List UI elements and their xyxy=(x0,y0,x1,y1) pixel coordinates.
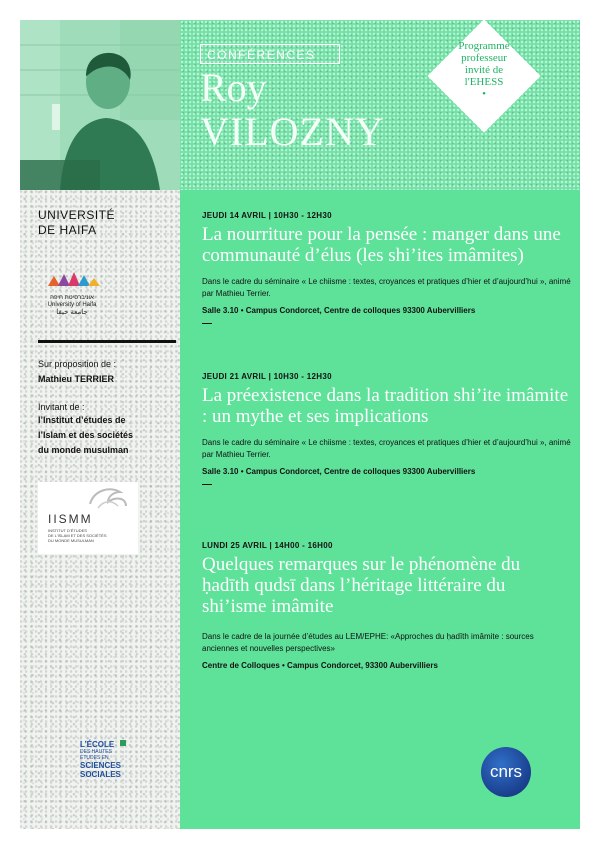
event-location: Centre de Colloques • Campus Condorcet, 93300 Aubervilliers xyxy=(202,661,438,670)
university-name: UNIVERSITÉ DE HAIFA xyxy=(38,208,116,237)
event-date: JEUDI 14 AVRIL | 10H30 - 12H30 xyxy=(202,211,332,220)
event-title: La préexistence dans la tradition shi’ite imâmite : un mythe et ses implications xyxy=(202,385,569,427)
inviting-label: Invitant de : xyxy=(38,402,85,412)
event-location: Salle 3.10 • Campus Condorcet, Centre de colloques 93300 Aubervilliers xyxy=(202,306,476,315)
event-location: Salle 3.10 • Campus Condorcet, Centre de colloques 93300 Aubervilliers xyxy=(202,467,476,476)
event-title: La nourriture pour la pensée : manger dans une communauté d’élus (les shi’ites imâmites) xyxy=(202,224,561,266)
program-badge xyxy=(426,18,542,134)
event-separator: — xyxy=(202,479,212,490)
cnrs-logo-text: cnrs xyxy=(489,762,523,781)
event-title: Quelques remarques sur le phénomène du ḥadīth qudsī dans l’héritage littéraire du shi’isme imâmite xyxy=(202,554,521,617)
event-1 xyxy=(202,211,572,329)
event-description: Dans le cadre de la journée d’études au LEM/EPHE: «Approches du ḥadīth imâmite : sources anciennes et nouvelles perspectives» xyxy=(202,632,534,653)
iismm-logo xyxy=(38,482,138,554)
sidebar-divider xyxy=(38,340,176,343)
event-date: LUNDI 25 AVRIL | 14H00 - 16H00 xyxy=(202,541,333,550)
event-date: JEUDI 21 AVRIL | 10H30 - 12H30 xyxy=(202,372,332,381)
event-description: Dans le cadre du séminaire « Le chiisme : textes, croyances et pratiques d’hier et d’aujourd’hui », animé par Mathieu Terrier. xyxy=(202,277,571,298)
event-3 xyxy=(202,541,572,670)
event-description: Dans le cadre du séminaire « Le chiisme : textes, croyances et pratiques d’hier et d’aujourd’hui », animé par Mathieu Terrier. xyxy=(202,438,571,459)
speaker-last-name: VILOZNY xyxy=(200,109,385,154)
program-badge-text: Programme professeur invité de l'EHESS • xyxy=(458,40,510,100)
inviting-org-line-1: l’Institut d’études de xyxy=(38,415,126,425)
proposer-name: Mathieu TERRIER xyxy=(38,374,115,384)
speaker-photo xyxy=(20,20,180,190)
inviting-org-line-3: du monde musulman xyxy=(38,445,129,455)
iismm-logo-text: IISMM xyxy=(48,512,93,526)
ehess-logo: L’ÉCOLE DES HAUTES ÉTUDES EN SCIENCES SOCIALES xyxy=(80,740,160,792)
inviting-org-line-2: l’Islam et des sociétés xyxy=(38,430,134,440)
cnrs-logo xyxy=(481,747,531,797)
iismm-logo-subtext: INSTITUT D'ÉTUDES DE L'ISLAM ET DES SOCIÉTÉS DU MONDE MUSULMAN xyxy=(48,528,107,543)
ehess-green-mark xyxy=(120,740,126,746)
event-separator: — xyxy=(202,318,212,329)
proposition-label: Sur proposition de : xyxy=(38,359,117,369)
section-label: CONFÉRENCES xyxy=(200,44,340,64)
event-2 xyxy=(202,372,572,490)
speaker-first-name: Roy xyxy=(200,65,267,110)
university-of-haifa-logo: אוניברסיטת חיפה University of Haifa جامعة حيفا xyxy=(42,268,102,314)
